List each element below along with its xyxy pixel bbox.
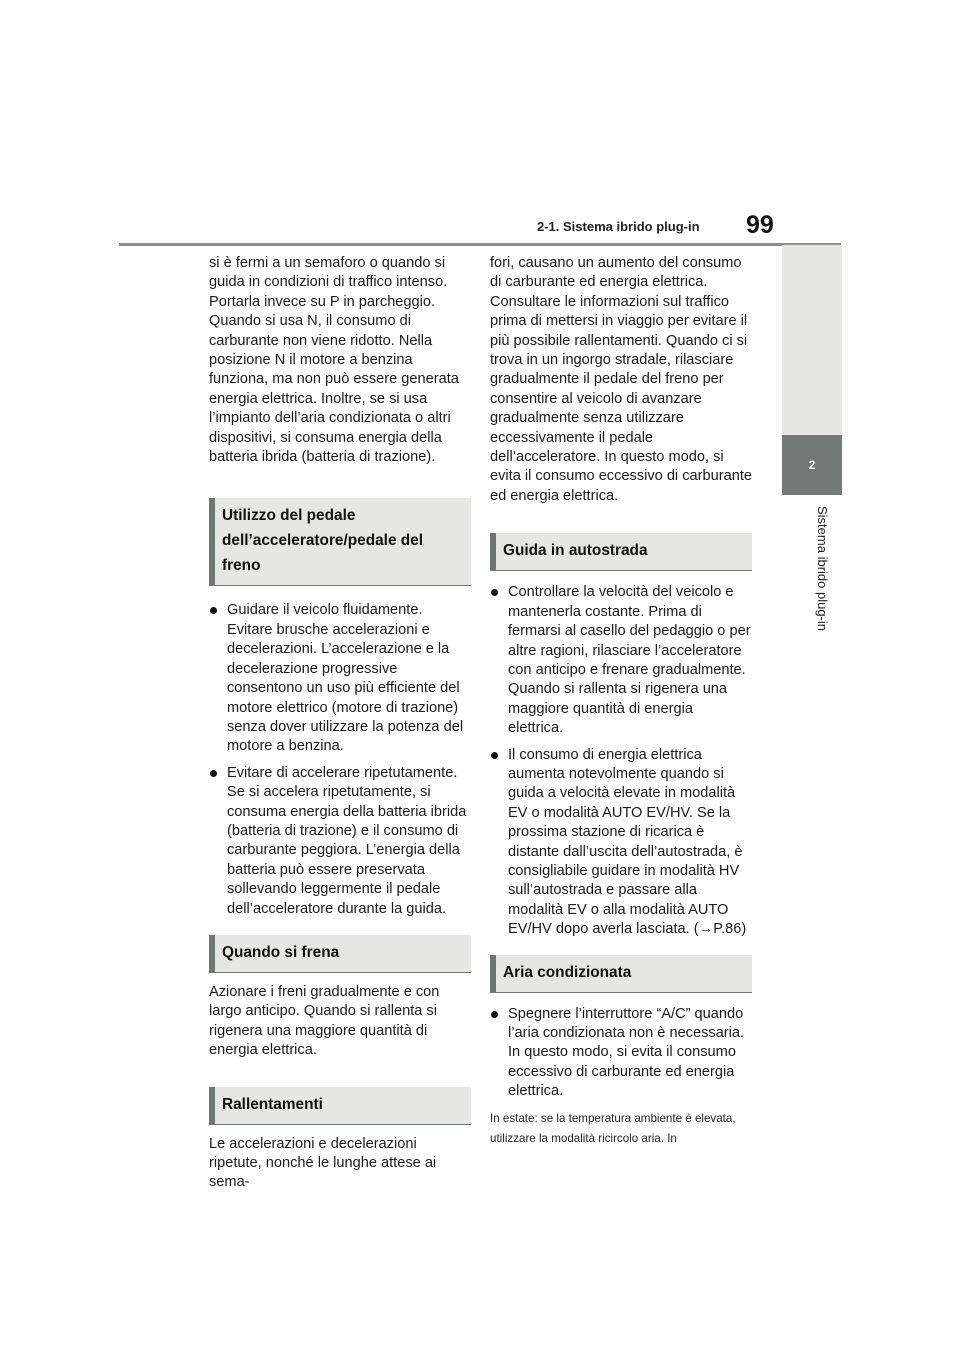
section-heading-pedals: Utilizzo del pedale dell’acceleratore/pedale del freno: [209, 498, 471, 586]
bullet-dot-icon: [491, 589, 498, 596]
section-heading-highway: Guida in autostrada: [490, 533, 752, 571]
chapter-title-vertical: Sistema ibrido plug-in: [815, 506, 830, 632]
bullet-dot-icon: [210, 607, 217, 614]
right-column: [490, 254, 752, 1149]
bullet-text: Evitare di accelerare ripetutamente. Se si accelera ripetutamente, si consuma energia della batteria ibrida (batteria di trazione) e il consumo di carburante peggiora. L’energia della batteria può essere preservata sollevando leggermente il pedale dell’acceleratore durante la guida.: [227, 764, 467, 917]
bullet-dot-icon: [210, 770, 217, 777]
section-heading-braking: Quando si frena: [209, 935, 471, 973]
bullet-dot-icon: [491, 1011, 498, 1018]
list-item: [209, 601, 471, 756]
slowdowns-continued-paragraph: fori, causano un aumento del consumo di carburante ed energia elettrica. Consultare le informazioni sul traffico prima di mettersi in viaggio per evitare il più possibile rallentamenti. Quando ci si trova in un ingorgo stradale, rilasciare gradualmente il pedale del freno per consentire al veicolo di avanzare gradualmente senza utilizzare eccessivamente il pedale dell’acceleratore. In questo modo, si evita il consumo eccessivo di carburante ed energia elettrica.: [490, 255, 753, 504]
header-divider: [119, 243, 841, 246]
pedal-tips-list: [209, 601, 471, 919]
list-item: [490, 1005, 752, 1102]
bullet-text: Spegnere l’interruttore “A/C” quando l’aria condizionata non è necessaria. In questo modo, si evita il consumo eccessivo di carburante ed energia elettrica.: [508, 1005, 745, 1100]
bullet-dot-icon: [491, 752, 498, 759]
intro-paragraph: si è fermi a un semaforo o quando si guida in condizioni di traffico intenso. Portarla invece su P in parcheggio. Quando si usa N, il consumo di carburante non viene ridotto. Nella posizione N il motore a benzina funziona, ma non può essere generata energia elettrica. Inoltre, se si usa l’impianto dell’aria condizionata o altri dispositivi, si consuma energia della batteria ibrida (batteria di trazione).: [209, 255, 459, 466]
side-tab-band: [782, 245, 842, 435]
list-item: [209, 764, 471, 919]
bullet-text: Controllare la velocità del veicolo e mantenerla costante. Prima di fermarsi al casello del pedaggio o per altre ragioni, rilasciare l’acceleratore con anticipo e frenare gradualmente. Quando si rallenta si rigenera una maggiore quantità di energia elettrica.: [508, 584, 751, 737]
list-item: [490, 746, 752, 940]
bullet-text: Il consumo di energia elettrica aumenta notevolmente quando si guida a velocità elevate in modalità EV o modalità AUTO EV/HV. Se la prossima stazione di ricarica è distante dall’uscita dell’autostrada, è consigliabile guidare in modalità HV sull’autostrada e passare alla modalità EV o alla modalità AUTO EV/HV dopo averla lasciata. (→P.86): [508, 746, 747, 938]
chapter-number-tab: 2: [782, 435, 842, 495]
ac-tips-list: [490, 1005, 752, 1102]
left-column: [209, 254, 471, 1193]
list-item: [490, 583, 752, 738]
bullet-text: Guidare il veicolo fluidamente. Evitare brusche accelerazioni e decelerazioni. L’accelerazione e la decelerazione progressive consentono un uso più efficiente del motore elettrico (motore di trazione) senza dover utilizzare la potenza del motore a benzina.: [227, 602, 464, 755]
section-heading-slowdowns: Rallentamenti: [209, 1087, 471, 1125]
section-heading-air-conditioning: Aria condizionata: [490, 955, 752, 993]
page-number: 99: [746, 211, 774, 239]
slowdowns-paragraph: Le accelerazioni e decelerazioni ripetute, nonché le lunghe attese ai sema-: [209, 1135, 437, 1191]
braking-paragraph: Azionare i freni gradualmente e con largo anticipo. Quando si rallenta si rigenera una maggiore quantità di energia elettrica.: [209, 983, 440, 1059]
ac-note: In estate: se la temperatura ambiente è elevata, utilizzare la modalità ricircolo aria. In: [490, 1111, 736, 1145]
highway-tips-list: [490, 583, 752, 939]
running-header-section-title: 2-1. Sistema ibrido plug-in: [537, 219, 700, 234]
